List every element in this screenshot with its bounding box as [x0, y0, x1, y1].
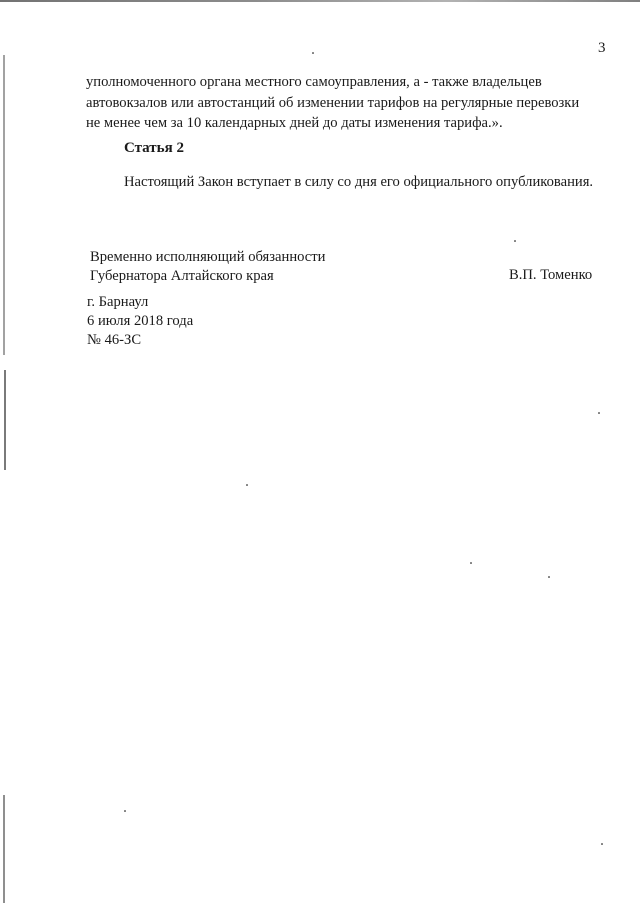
paragraph-line: не менее чем за 10 календарных дней до даты изменения тарифа.». [86, 115, 503, 131]
scan-edge-top [0, 0, 640, 2]
page-number: 3 [598, 40, 606, 56]
paragraph-line: автовокзалов или автостанций об изменении тарифов на регулярные перевозки [86, 94, 580, 111]
scan-edge-left [3, 795, 5, 903]
scan-speck [601, 843, 603, 845]
scan-speck [514, 240, 516, 242]
article-heading: Статья 2 [124, 140, 184, 156]
position-line: Временно исполняющий обязанности [90, 249, 326, 265]
paragraph-line: уполномоченного органа местного самоуправления, а - также владельцев [86, 74, 542, 90]
position-line: Губернатора Алтайского края [90, 268, 274, 284]
date: 6 июля 2018 года [87, 313, 194, 329]
scan-speck [124, 810, 126, 812]
law-number: № 46-ЗС [87, 332, 142, 348]
place-date-block [87, 293, 193, 350]
city: г. Барнаул [87, 294, 149, 310]
scan-speck [548, 576, 550, 578]
scan-speck [470, 562, 472, 564]
continuation-paragraph [86, 72, 606, 134]
scan-speck [598, 412, 600, 414]
signatory-name: В.П. Томенко [509, 267, 593, 283]
signatory-position [90, 248, 325, 286]
scan-speck [246, 484, 248, 486]
scan-edge-left [4, 370, 6, 470]
article-text: Настоящий Закон вступает в силу со дня его официального опубликования. [124, 174, 594, 190]
scan-speck [312, 52, 314, 54]
scan-edge-left [3, 55, 5, 355]
